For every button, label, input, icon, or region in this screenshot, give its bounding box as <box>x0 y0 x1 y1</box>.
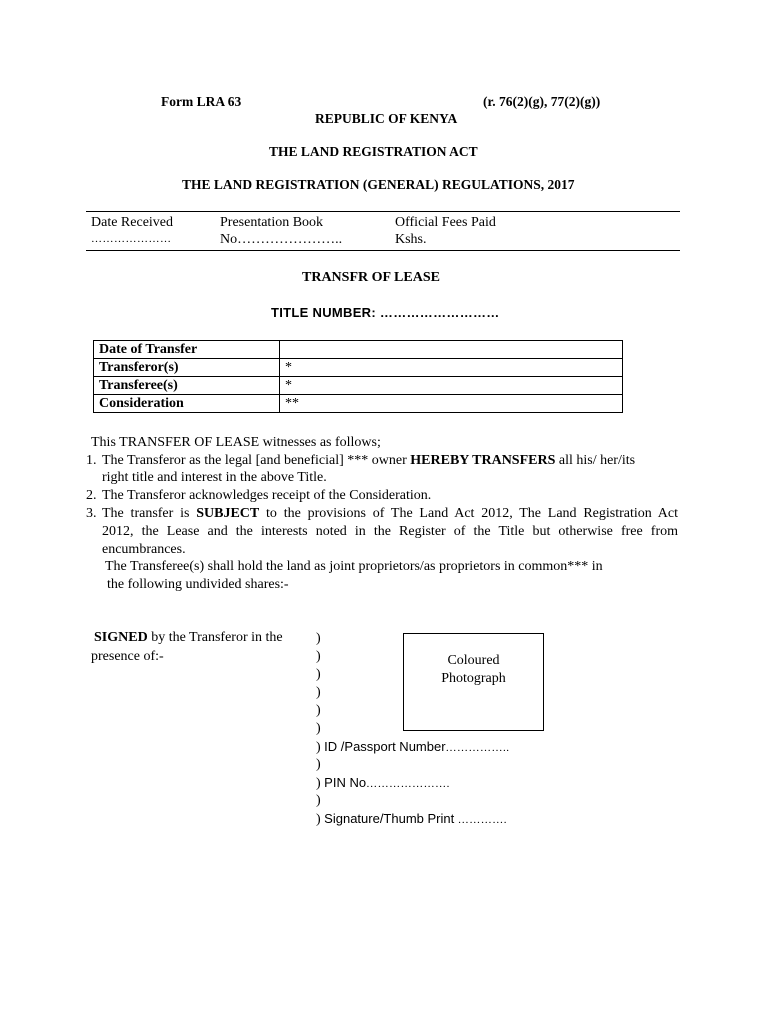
title-number: TITLE NUMBER: ……………………… <box>271 305 500 320</box>
clause-3: The transfer is SUBJECT to the provisions of The Land Act 2012, The Land Registration Act <box>102 506 678 521</box>
registry-top-rule <box>86 211 680 212</box>
bracket-4: ) <box>316 685 321 700</box>
table-row <box>94 359 623 377</box>
bracket-7: ) <box>316 757 321 772</box>
clause-2-number: 2. <box>86 488 97 503</box>
transferor-value: * <box>280 359 623 377</box>
table-row <box>94 341 623 359</box>
transferee-label: Transferee(s) <box>94 377 280 395</box>
consideration-value: ** <box>280 395 623 413</box>
transferee-value: * <box>280 377 623 395</box>
fees-currency: Kshs. <box>395 232 427 247</box>
particulars-table <box>93 340 623 413</box>
bracket-8: ) <box>316 793 321 808</box>
transfer-intro: This TRANSFER OF LEASE witnesses as follows; <box>91 435 381 450</box>
presence-of: presence of:- <box>91 649 164 664</box>
date-of-transfer-value <box>280 341 623 359</box>
bracket-2: ) <box>316 649 321 664</box>
table-row <box>94 395 623 413</box>
clause-1: The Transferor as the legal [and beneficial] *** owner HEREBY TRANSFERS all his/ her/its <box>102 453 636 468</box>
pin-line: ) PIN No…………………. <box>316 775 450 791</box>
consideration-label: Consideration <box>94 395 280 413</box>
bracket-1: ) <box>316 631 321 646</box>
clause-3-continued: 2012, the Lease and the interests noted in the Register of the Title but otherwise free from <box>102 524 678 539</box>
bracket-3: ) <box>316 667 321 682</box>
date-received-field: ………………… <box>91 233 172 245</box>
bracket-6: ) <box>316 721 321 736</box>
signature-thumb-line: ) Signature/Thumb Print …………. <box>316 811 507 827</box>
shares-clause: The Transferee(s) shall hold the land as joint proprietors/as proprietors in common*** in <box>105 559 603 574</box>
registry-bottom-rule <box>86 250 680 251</box>
coloured-photograph-box <box>403 633 544 731</box>
table-row <box>94 377 623 395</box>
date-received-label: Date Received <box>91 215 174 230</box>
document-title: TRANSFR OF LEASE <box>302 270 440 285</box>
clause-3-number: 3. <box>86 506 97 521</box>
photo-label-line-1: Coloured <box>447 653 500 668</box>
republic-heading: REPUBLIC OF KENYA <box>315 111 458 126</box>
presentation-book-label: Presentation Book <box>220 215 324 230</box>
clause-3-end: encumbrances. <box>102 542 186 557</box>
transferor-label: Transferor(s) <box>94 359 280 377</box>
act-heading: THE LAND REGISTRATION ACT <box>269 144 478 159</box>
hereby-transfers: HEREBY TRANSFERS <box>410 453 556 468</box>
regulations-heading: THE LAND REGISTRATION (GENERAL) REGULATIONS, 2017 <box>182 177 575 192</box>
signed-by-transferor: SIGNED by the Transferor in the <box>94 630 283 645</box>
photo-label-line-2: Photograph <box>441 671 506 686</box>
clause-1-continued: right title and interest in the above Title. <box>102 470 327 485</box>
form-id: Form LRA 63 <box>161 94 242 109</box>
presentation-book-no: No………………….. <box>220 232 343 247</box>
subject-keyword: SUBJECT <box>196 506 260 521</box>
official-fees-label: Official Fees Paid <box>395 215 496 230</box>
shares-clause-continued: the following undivided shares:- <box>107 577 289 592</box>
date-of-transfer-label: Date of Transfer <box>94 341 280 359</box>
id-passport-line: ) ID /Passport Number…………….. <box>316 739 510 755</box>
bracket-5: ) <box>316 703 321 718</box>
clause-1-number: 1. <box>86 453 97 468</box>
clause-2: The Transferor acknowledges receipt of the Consideration. <box>102 488 432 503</box>
rule-reference: (r. 76(2)(g), 77(2)(g)) <box>483 94 601 109</box>
